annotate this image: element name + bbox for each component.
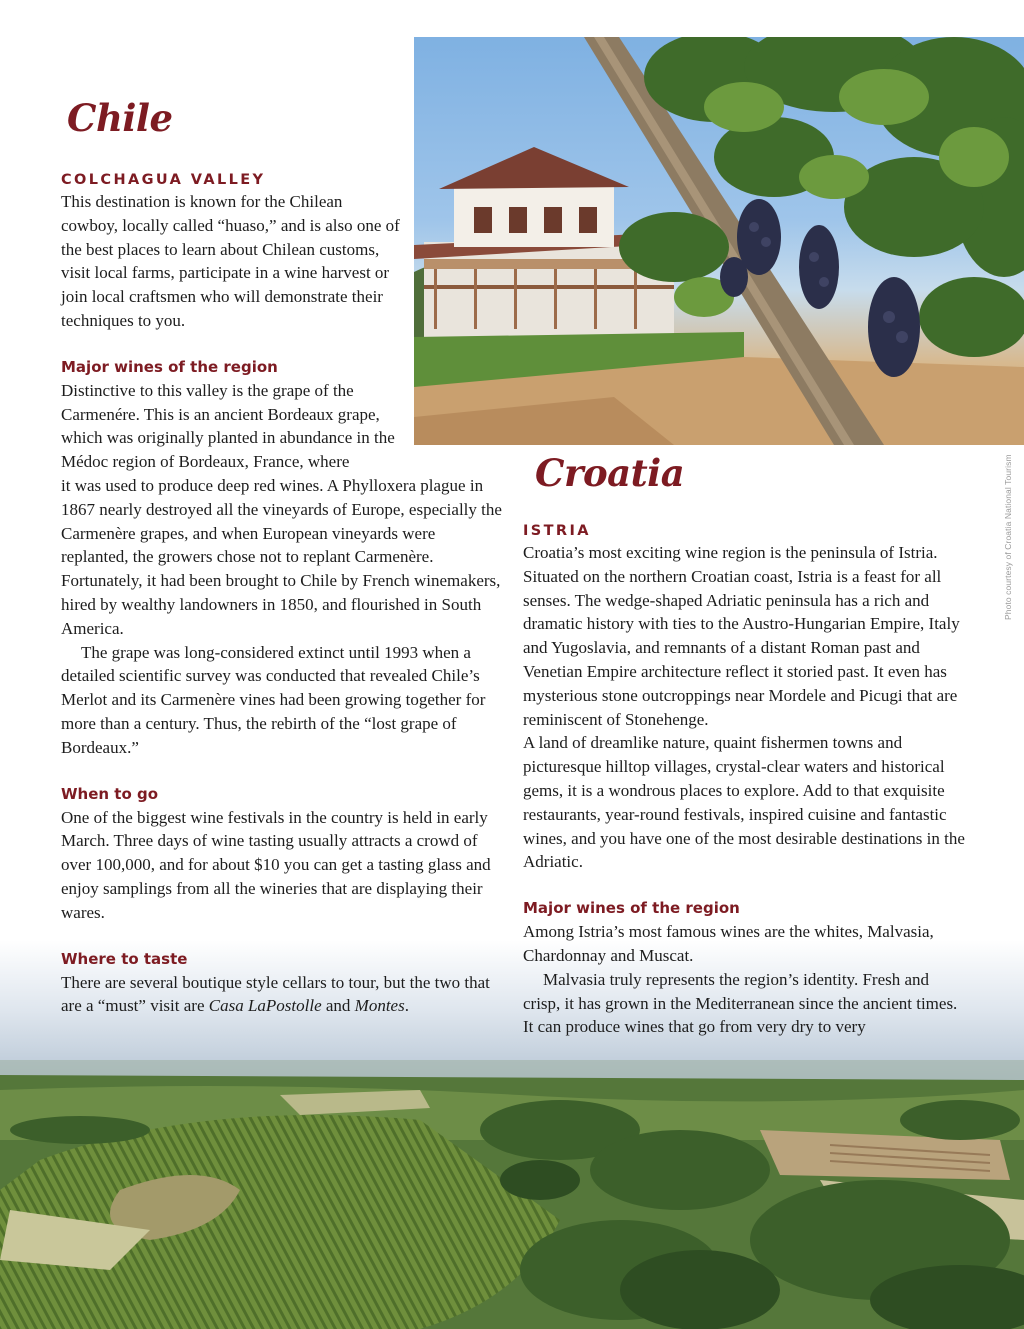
cellar-montes: Montes <box>354 996 405 1016</box>
chile-when-text: One of the biggest wine festivals in the country is held in early March. Three days of wine tasting usually attracts a crowd of over 100,000, and for about $10 you can get a tasting glass and enjoy samplings from all the wineries that are displaying their wares. <box>61 807 491 922</box>
chile-wines-text-wide: it was used to produce deep red wines. A Phylloxera plague in 1867 nearly destroyed all the vineyards of Europe, especially the Carmenère grapes, and when European vineyards were replanted, the growers chose not to replant Carmenère. Fortunately, it had been brought to Chile by French winemakers, hired by wealthy landowners in 1850, and flourished in South America. <box>61 475 502 638</box>
croatia-wines-text-2: Malvasia truly represents the region’s identity. Fresh and crisp, it has grown in the Mediterranean since the ancient times. It can produce wines that go from very dry to very <box>523 969 958 1037</box>
croatia-wines-text: Among Istria’s most famous wines are the whites, Malvasia, Chardonnay and Muscat. <box>523 922 934 965</box>
croatia-intro-text-2: A land of dreamlike nature, quaint fishermen towns and picturesque hilltop villages, crystal-clear waters and historical gems, it is a wondrous places to explore. Add to that exquisite restaurants, year-round festivals, inspired cuisine and fantastic wines, and you have one of the most desirable destinations in the Adriatic. <box>523 733 965 872</box>
chile-section <box>61 96 506 1018</box>
chile-title: Chile <box>67 96 173 140</box>
where-text-lead: There are several boutique style cellars to tour, but the two that are a “must” visit are <box>61 972 490 1016</box>
chile-wines-heading: Major wines of the region <box>61 357 278 376</box>
chile-when-heading: When to go <box>61 784 159 803</box>
chile-where-text <box>61 971 506 1019</box>
croatia-section <box>523 451 968 1039</box>
chile-wines-text-narrow: Distinctive to this valley is the grape of the Carmenére. This is an ancient Bordeaux grape, which was originally planted in abundance in the Médoc region of Bordeaux, France, where <box>61 380 395 472</box>
where-text-end: . <box>404 996 409 1016</box>
cellar-casa-lapostolle: Casa LaPostolle <box>208 996 322 1016</box>
chile-region-heading: COLCHAGUA VALLEY <box>61 172 266 188</box>
chile-wines-text-2: The grape was long-considered extinct until 1993 when a detailed scientific survey was conducted that revealed Chile’s Merlot and its Carmenère vines had been growing together for more than a century. Thus, the rebirth of the “lost grape of Bordeaux.” <box>61 642 486 757</box>
chile-where-heading: Where to taste <box>61 949 188 968</box>
where-text-and: and <box>321 996 355 1016</box>
photo-credit <box>1003 455 1017 620</box>
croatia-title: Croatia <box>535 451 685 495</box>
croatia-region-heading: ISTRIA <box>523 523 591 539</box>
croatia-wines-heading: Major wines of the region <box>523 899 740 918</box>
photo-credit-text: Photo courtesy of Croatia National Tourism <box>1003 454 1013 620</box>
chile-intro-text: This destination is known for the Chilean cowboy, locally called “huaso,” and is also one of the best places to learn about Chilean customs, visit local farms, participate in a wine harvest or join local craftsmen who will demonstrate their techniques to you. <box>61 192 400 330</box>
croatia-intro-text: Croatia’s most exciting wine region is the peninsula of Istria. Situated on the northern Croatian coast, Istria is a feast for all senses. The wedge-shaped Adriatic peninsula has a rich and dramatic history with ties to the Austro-Hungarian Empire, Italy and Yugoslavia, and remnants of a distant Roman past and Venetian Empire architecture reflect it storied past. It even has mysterious stone outcroppings near Mordele and Picugi that are reminiscent of Stonehenge. <box>523 543 960 729</box>
